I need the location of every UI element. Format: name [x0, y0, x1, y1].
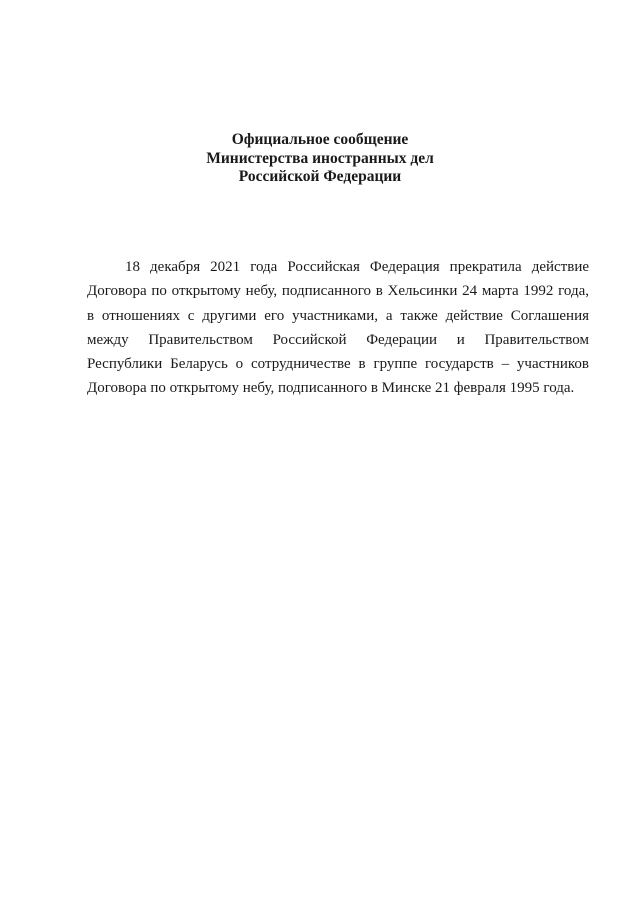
paragraph-line-3: в отношениях с другими его участниками, а также действие Соглашения [87, 307, 589, 324]
paragraph-line-4: между Правительством Российской Федерации и Правительством [87, 331, 589, 348]
paragraph-line-5: Республики Беларусь о сотрудничестве в группе государств – участников [87, 356, 589, 373]
document-heading [0, 131, 640, 187]
heading-line-3: Российской Федерации [238, 168, 402, 185]
paragraph-line-2: Договора по открытому небу, подписанного в Хельсинки 24 марта 1992 года, [87, 283, 589, 300]
heading-line-1: Официальное сообщение [231, 131, 409, 148]
document-paragraph [87, 255, 589, 401]
paragraph-line-6: Договора по открытому небу, подписанного в Минске 21 февраля 1995 года. [87, 380, 575, 397]
paragraph-line-1: 18 декабря 2021 года Российская Федерация прекратила действие [125, 259, 589, 275]
heading-line-2: Министерства иностранных дел [206, 149, 434, 167]
